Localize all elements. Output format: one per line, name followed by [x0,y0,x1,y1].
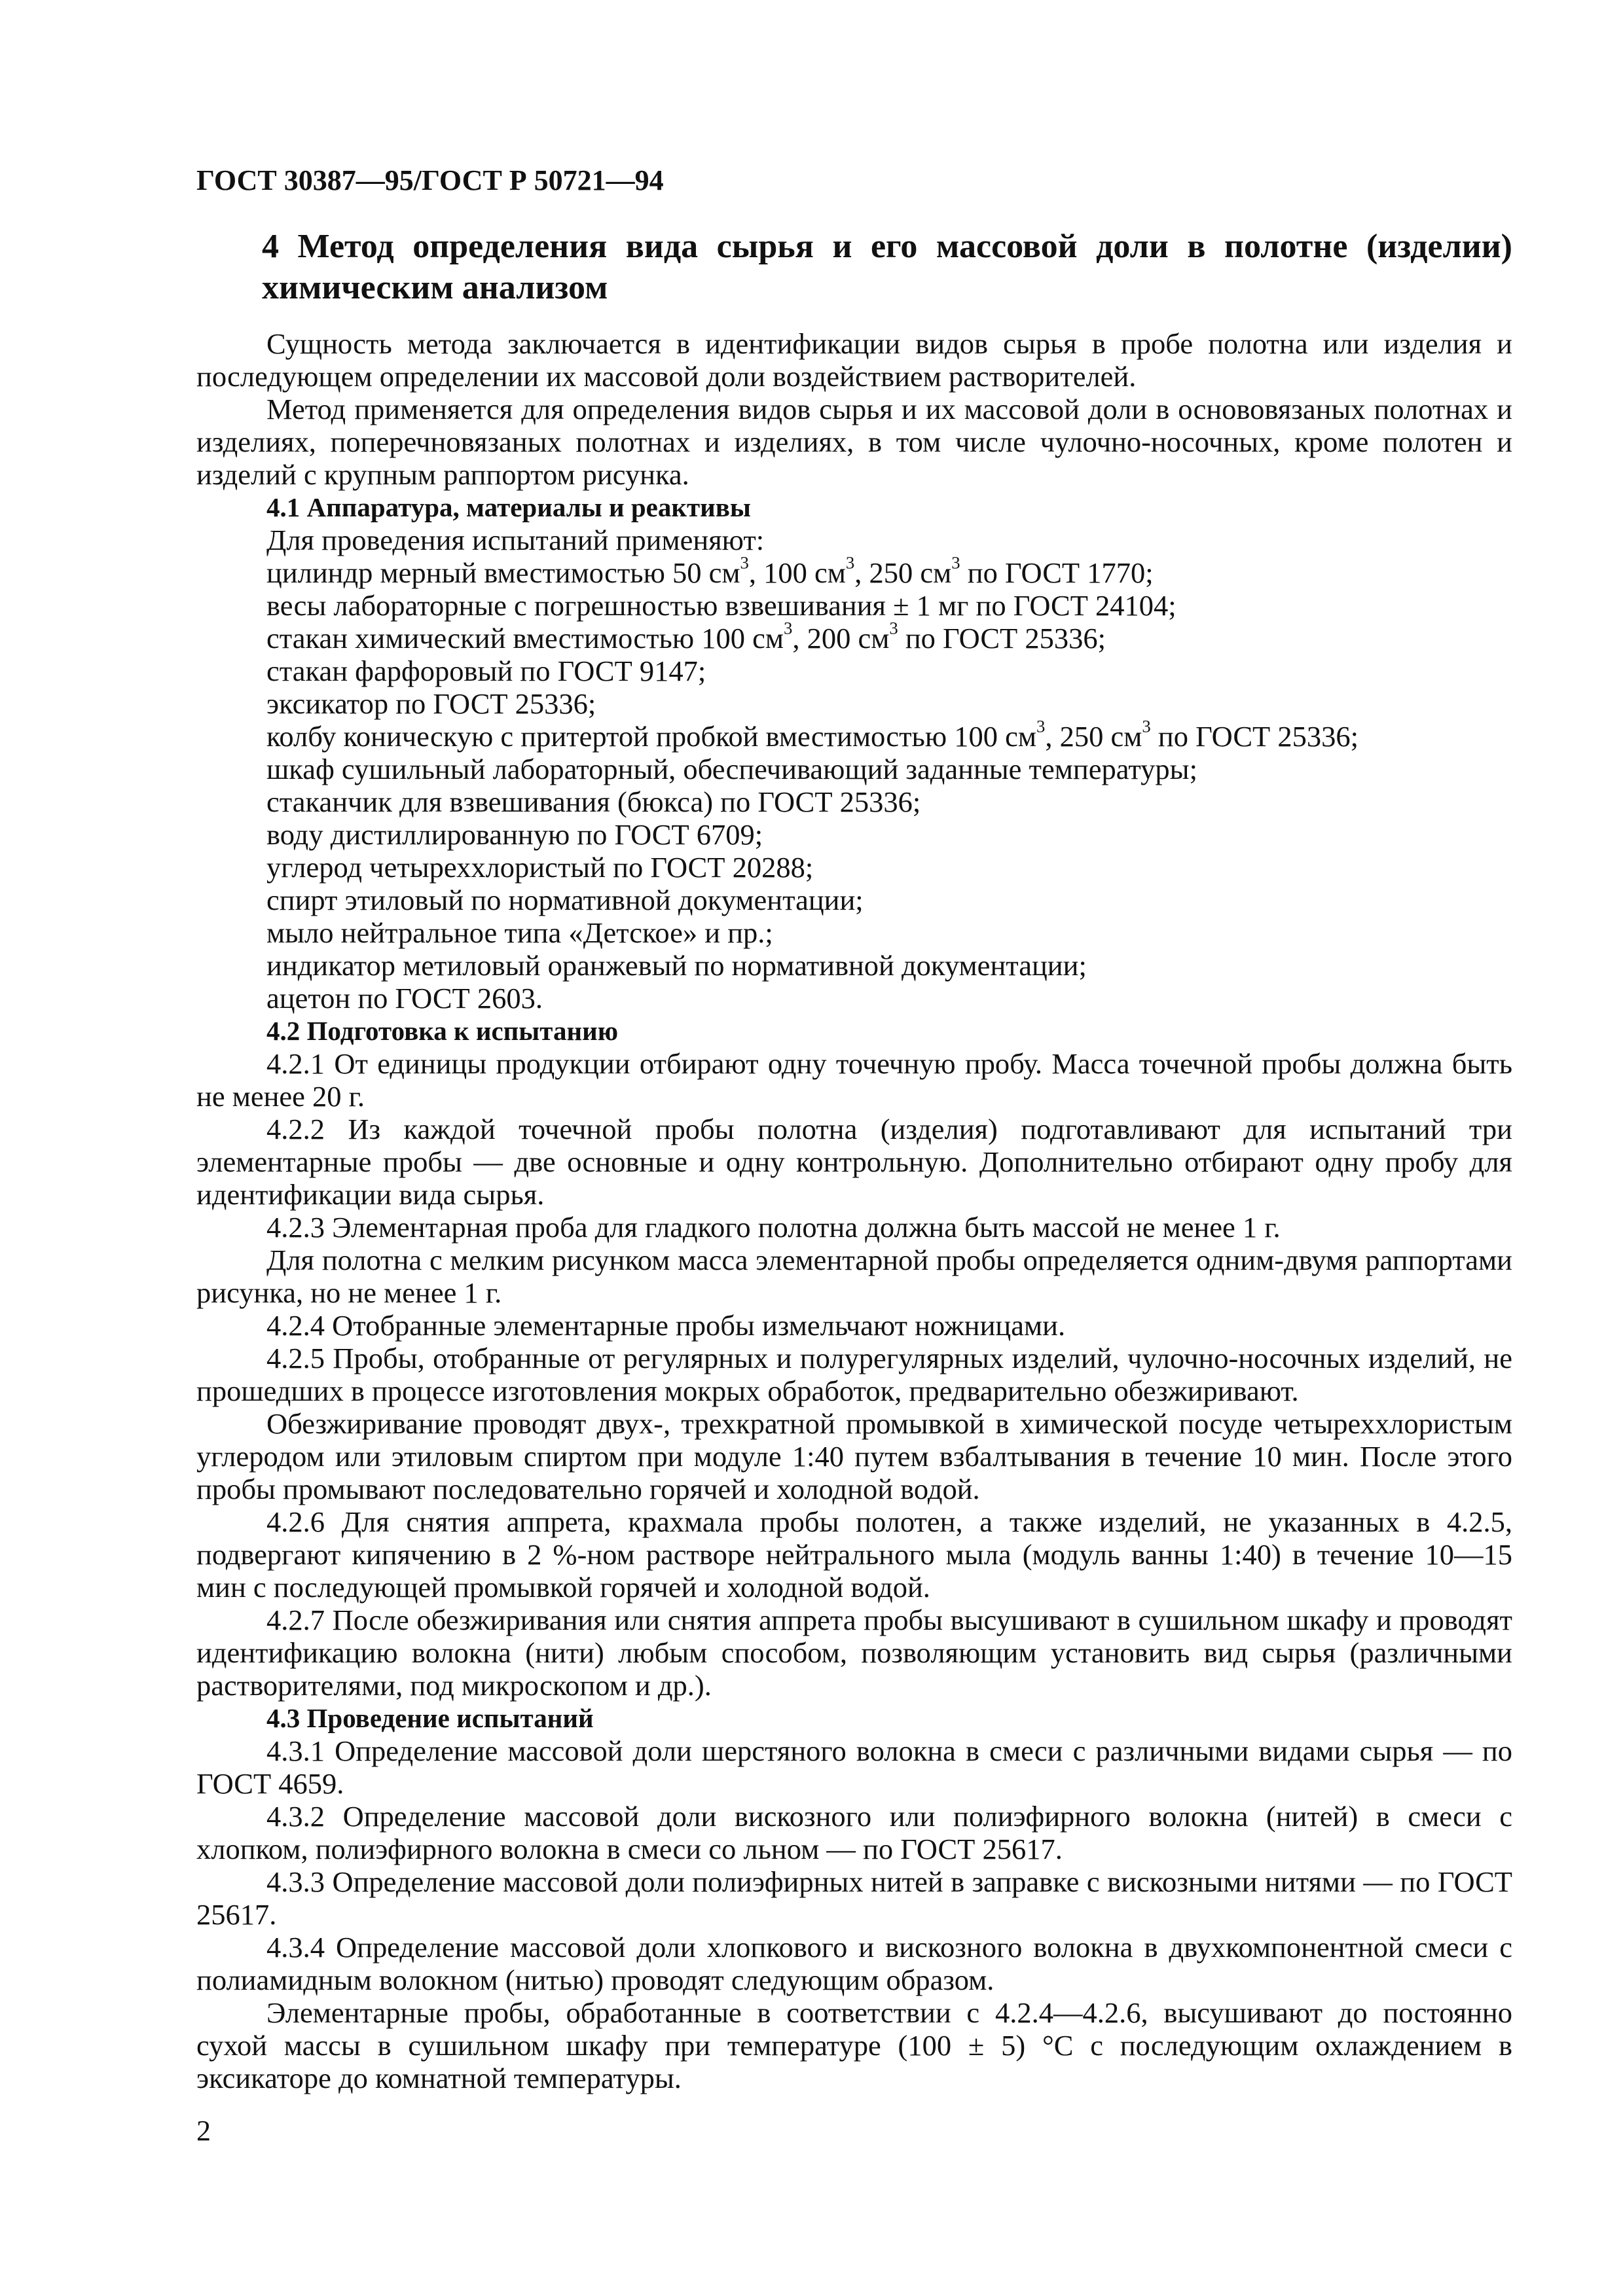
list-item: колбу коническую с притертой пробкой вместимостью 100 $см^3$, 250 $см^3$ по ГОСТ 25336; [266,716,1359,753]
list-item: стаканчик для взвешивания (бюкса) по ГОСТ 25336; [266,785,921,818]
subsection-title: 4.2 Подготовка к испытанию [266,1016,619,1046]
intro-paragraph: Сущность метода заключается в идентификации видов сырья в пробе полотна или изделия и последующем определении их массовой доли воздействием растворителей. [196,327,1512,393]
subsection-title: 4.1 Аппаратура, материалы и реактивы [266,492,751,522]
list-item: индикатор метиловый оранжевый по нормативной документации; [266,949,1087,982]
body-text [196,327,1512,2094]
paragraph: 4.3.4 Определение массовой доли хлопкового и вискозного волокна в двухкомпонентной смеси с полиамидным волокном (нитью) проводят следующим образом. [196,1931,1512,1996]
paragraph: 4.2.1 От единицы продукции отбирают одну точечную пробу. Масса точечной пробы должна быть не менее 20 г. [196,1047,1512,1113]
list-item: эксикатор по ГОСТ 25336; [266,687,596,720]
list-lead: Для проведения испытаний применяют: [266,524,765,556]
list-item: стакан химический вместимостью 100 $см^3$, 200 $см^3$ по ГОСТ 25336; [266,618,1106,655]
paragraph: Для полотна с мелким рисунком масса элементарной пробы определяется одним-двумя раппортами рисунка, но не менее 1 г. [196,1244,1512,1309]
list-item: цилиндр мерный вместимостью 50 $см^3$, 100 $см^3$, 250 $см^3$ по ГОСТ 1770; [266,552,1154,589]
page-number: 2 [196,2115,211,2147]
list-item: углерод четыреххлористый по ГОСТ 20288; [266,851,814,884]
list-item: спирт этиловый по нормативной документации; [266,884,864,916]
list-item: воду дистиллированную по ГОСТ 6709; [266,818,763,851]
subsection-title: 4.3 Проведение испытаний [266,1703,594,1733]
paragraph: 4.2.6 Для снятия аппрета, крахмала пробы полотен, а также изделий, не указанных в 4.2.5, подвергают кипячению в 2 %-ном растворе нейтрального мыла (модуль ванны 1:40) в течение 10—15 мин с последующей промывкой горячей и холодной водой. [196,1505,1512,1604]
paragraph: 4.3.3 Определение массовой доли полиэфирных нитей в заправке с вискозными нитями — по ГОСТ 25617. [196,1865,1512,1931]
paragraph: 4.2.4 Отобранные элементарные пробы измельчают ножницами. [266,1309,1066,1342]
intro-paragraph: Метод применяется для определения видов сырья и их массовой доли в основовязаных полотнах и изделиях, поперечновязаных полотнах и изделиях, в том числе чулочно-носочных, кроме полотен и изделий с крупным раппортом рисунка. [196,393,1512,491]
section-title: 4 Метод определения вида сырья и его массовой доли в полотне (изделии) химическим анализом [262,228,1512,306]
list-item: весы лабораторные с погрешностью взвешивания ± 1 мг по ГОСТ 24104; [266,589,1176,622]
paragraph: 4.3.2 Определение массовой доли вискозного или полиэфирного волокна (нитей) в смеси с хлопком, полиэфирного волокна в смеси со льном — по ГОСТ 25617. [196,1800,1512,1865]
paragraph: 4.3.1 Определение массовой доли шерстяного волокна в смеси с различными видами сырья — по ГОСТ 4659. [196,1734,1512,1800]
list-item: ацетон по ГОСТ 2603. [266,982,543,1014]
paragraph: 4.2.3 Элементарная проба для гладкого полотна должна быть массой не менее 1 г. [266,1211,1281,1244]
paragraph: 4.2.5 Пробы, отобранные от регулярных и полурегулярных изделий, чулочно-носочных изделий, не прошедших в процессе изготовления мокрых обработок, предварительно обезжиривают. [196,1342,1512,1407]
paragraph: Обезжиривание проводят двух-, трехкратной промывкой в химической посуде четыреххлористым углеродом или этиловым спиртом при модуле 1:40 путем взбалтывания в течение 10 мин. После этого пробы промывают последовательно горячей и холодной водой. [196,1407,1512,1505]
paragraph: 4.2.2 Из каждой точечной пробы полотна (изделия) подготавливают для испытаний три элементарные пробы — две основные и одну контрольную. Дополнительно отбирают одну пробу для идентификации вида сырья. [196,1113,1512,1211]
document-id: ГОСТ 30387—95/ГОСТ Р 50721—94 [196,164,664,196]
list-item: стакан фарфоровый по ГОСТ 9147; [266,655,706,687]
list-item: шкаф сушильный лабораторный, обеспечивающий заданные температуры; [266,753,1197,785]
paragraph: Элементарные пробы, обработанные в соответствии с 4.2.4—4.2.6, высушивают до постоянно сухой массы в сушильном шкафу при температуре (100 ± 5) °С с последующим охлаждением в эксикаторе до комнатной температуры. [196,1996,1512,2094]
list-item: мыло нейтральное типа «Детское» и пр.; [266,916,773,949]
paragraph: 4.2.7 После обезжиривания или снятия аппрета пробы высушивают в сушильном шкафу и проводят идентификацию волокна (нити) любым способом, позволяющим установить вид сырья (различными растворителями, под микроскопом и др.). [196,1604,1512,1702]
